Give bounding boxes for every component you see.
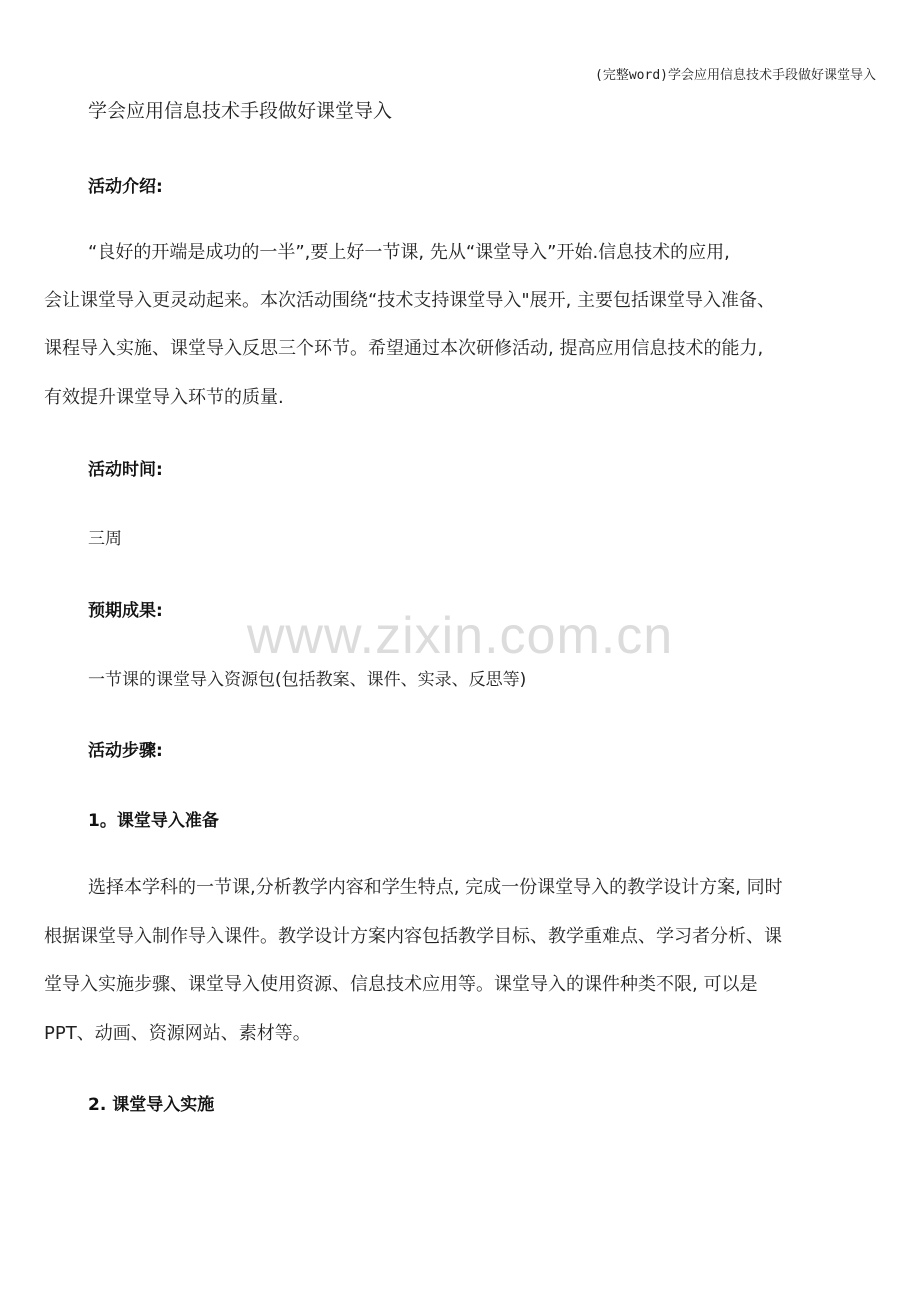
outcome-value: 一节课的课堂导入资源包(包括教案、课件、实录、反思等) xyxy=(88,670,527,690)
intro-line-2: 会让课堂导入更灵动起来。本次活动围绕“技术支持课堂导入"展开, 主要包括课堂导入准备、 xyxy=(44,290,776,311)
step1-line-4: PPT、动画、资源网站、素材等。 xyxy=(44,1023,311,1044)
time-value: 三周 xyxy=(88,529,122,549)
step1-heading: 1。课堂导入准备 xyxy=(88,811,219,831)
step1-line-1: 选择本学科的一节课,分析教学内容和学生特点, 完成一份课堂导入的教学设计方案, 同时 xyxy=(88,877,783,898)
intro-line-3: 课程导入实施、课堂导入反思三个环节。希望通过本次研修活动, 提高应用信息技术的能力, xyxy=(44,338,764,359)
document-title: 学会应用信息技术手段做好课堂导入 xyxy=(88,100,393,122)
time-heading: 活动时间: xyxy=(88,460,163,480)
step1-line-2: 根据课堂导入制作导入课件。教学设计方案内容包括教学目标、教学重难点、学习者分析、课 xyxy=(44,926,782,947)
steps-heading: 活动步骤: xyxy=(88,741,163,761)
step1-line-3: 堂导入实施步骤、课堂导入使用资源、信息技术应用等。课堂导入的课件种类不限, 可以是 xyxy=(44,974,758,995)
intro-line-4: 有效提升课堂导入环节的质量. xyxy=(44,387,284,408)
running-header: (完整word)学会应用信息技术手段做好课堂导入 xyxy=(595,68,876,83)
step2-heading: 2. 课堂导入实施 xyxy=(88,1095,215,1115)
outcome-heading: 预期成果: xyxy=(88,601,163,621)
intro-line-1: “良好的开端是成功的一半”,要上好一节课, 先从“课堂导入”开始.信息技术的应用, xyxy=(88,242,730,263)
intro-heading: 活动介绍: xyxy=(88,177,163,197)
watermark: www.zixin.com.cn xyxy=(246,607,674,665)
